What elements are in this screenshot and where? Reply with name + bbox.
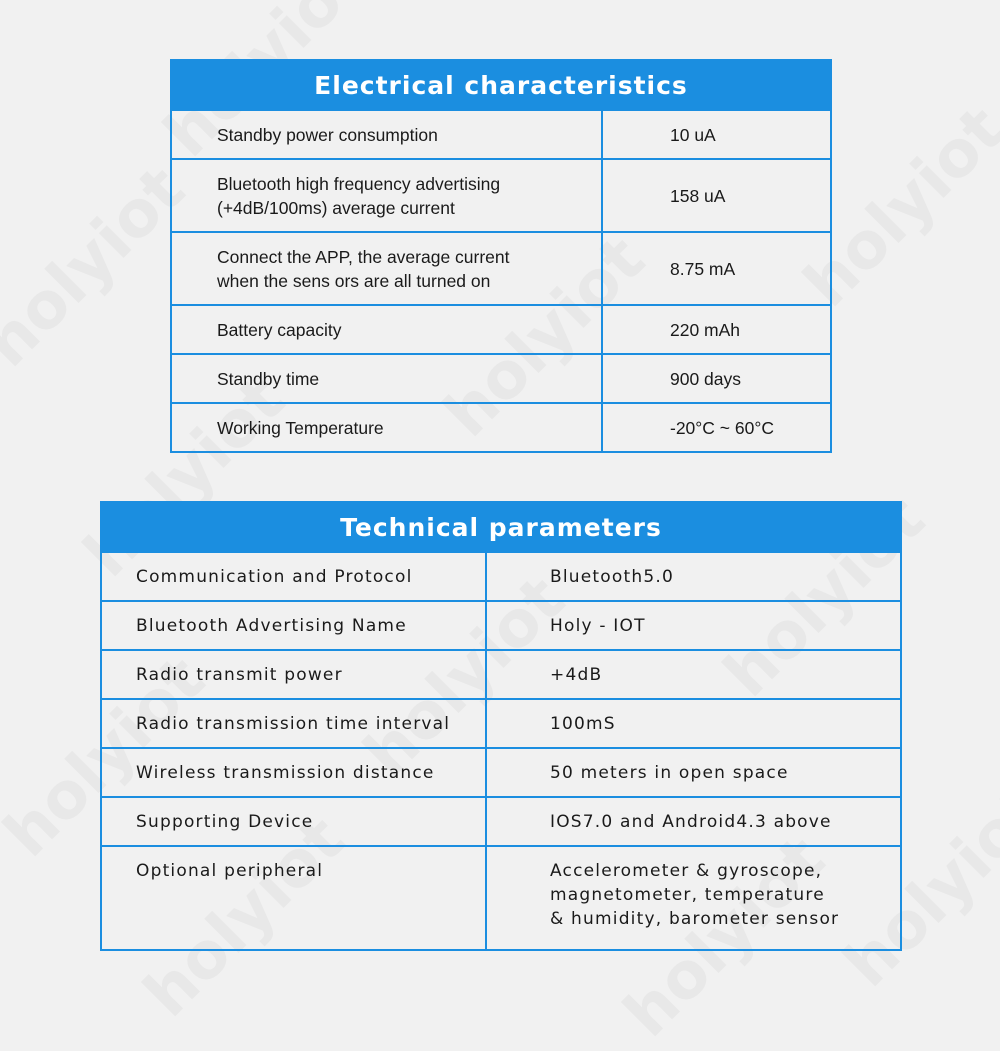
spec-label-line: Connect the APP, the average current xyxy=(217,246,510,267)
technical-parameters-table xyxy=(100,501,902,951)
table-row xyxy=(171,403,831,452)
spec-label: Optional peripheral xyxy=(101,846,486,950)
spec-value: 10 uA xyxy=(602,110,831,159)
spec-label: Working Temperature xyxy=(171,403,602,452)
spec-value: 8.75 mA xyxy=(602,232,831,305)
electrical-characteristics-title: Electrical characteristics xyxy=(171,60,831,110)
spec-label-line: when the sens ors are all turned on xyxy=(217,270,491,291)
spec-label-line: Bluetooth high frequency advertising xyxy=(217,173,501,194)
table-row xyxy=(101,846,901,950)
table-row xyxy=(101,699,901,748)
spec-value: 220 mAh xyxy=(602,305,831,354)
spec-label xyxy=(171,232,602,305)
spec-value: 50 meters in open space xyxy=(486,748,901,797)
spec-label: Supporting Device xyxy=(101,797,486,846)
spec-label: Battery capacity xyxy=(171,305,602,354)
spec-value: IOS7.0 and Android4.3 above xyxy=(486,797,901,846)
spec-value-line: Accelerometer & gyroscope, xyxy=(550,861,823,881)
table-row xyxy=(171,110,831,159)
spec-value: +4dB xyxy=(486,650,901,699)
electrical-characteristics-table xyxy=(170,59,832,453)
spec-value-line: magnetometer, temperature xyxy=(550,885,825,905)
table-row xyxy=(171,159,831,232)
spec-label: Radio transmit power xyxy=(101,650,486,699)
spec-label: Radio transmission time interval xyxy=(101,699,486,748)
spec-label: Standby power consumption xyxy=(171,110,602,159)
table-row xyxy=(101,650,901,699)
spec-label xyxy=(171,159,602,232)
table-row xyxy=(101,748,901,797)
spec-label: Wireless transmission distance xyxy=(101,748,486,797)
table-row xyxy=(101,601,901,650)
spec-label: Communication and Protocol xyxy=(101,552,486,601)
table-row xyxy=(171,232,831,305)
technical-parameters-title: Technical parameters xyxy=(101,502,901,552)
spec-value: Holy - IOT xyxy=(486,601,901,650)
spec-value: Bluetooth5.0 xyxy=(486,552,901,601)
spec-value: 158 uA xyxy=(602,159,831,232)
spec-value xyxy=(486,846,901,950)
spec-label-line: (+4dB/100ms) average current xyxy=(217,197,455,218)
spec-value: -20°C ~ 60°C xyxy=(602,403,831,452)
spec-value-line: & humidity, barometer sensor xyxy=(550,909,840,929)
table-row xyxy=(171,354,831,403)
table-row xyxy=(101,797,901,846)
spec-label: Standby time xyxy=(171,354,602,403)
spec-value: 900 days xyxy=(602,354,831,403)
spec-value: 100mS xyxy=(486,699,901,748)
table-row xyxy=(101,552,901,601)
spec-label: Bluetooth Advertising Name xyxy=(101,601,486,650)
table-row xyxy=(171,305,831,354)
